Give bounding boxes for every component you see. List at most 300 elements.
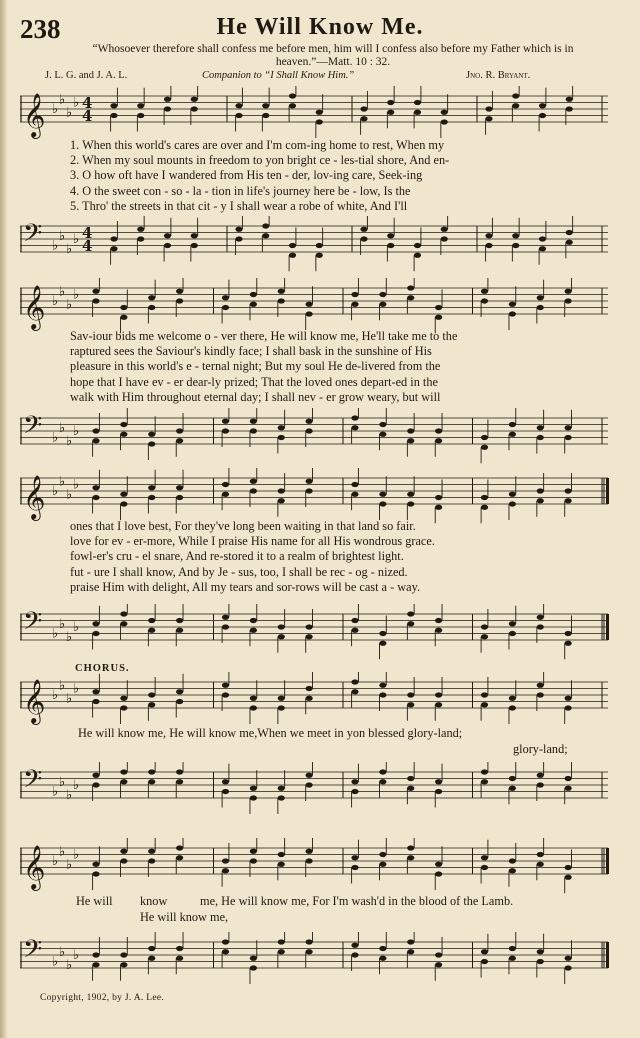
note-head xyxy=(512,233,519,238)
note-head xyxy=(306,634,313,639)
note-head xyxy=(250,849,257,854)
flat-icon: ♭ xyxy=(73,620,80,635)
note-head xyxy=(379,692,386,697)
note-head xyxy=(414,110,421,115)
note-head xyxy=(222,949,229,954)
flat-icon: ♭ xyxy=(66,433,73,449)
note-head xyxy=(360,236,367,241)
note-head xyxy=(278,949,285,954)
note-head xyxy=(565,965,572,970)
note-head xyxy=(316,119,323,124)
note-head xyxy=(176,946,183,951)
note-head xyxy=(360,227,367,232)
note-head xyxy=(222,305,229,310)
note-head xyxy=(379,501,386,506)
note-head xyxy=(278,624,285,629)
flat-icon: ♭ xyxy=(59,616,66,632)
note-head xyxy=(148,702,155,707)
flat-icon: ♭ xyxy=(59,944,66,960)
note-head xyxy=(120,705,127,710)
note-head xyxy=(250,858,257,863)
note-head xyxy=(509,946,516,951)
note-head xyxy=(407,845,414,850)
note-head xyxy=(351,689,358,694)
treble-staff-5 xyxy=(20,838,610,894)
note-head xyxy=(481,702,488,707)
note-head xyxy=(222,492,229,497)
note-head xyxy=(120,858,127,863)
note-head xyxy=(278,696,285,701)
note-head xyxy=(481,634,488,639)
note-head xyxy=(278,298,285,303)
note-head xyxy=(306,428,313,433)
chorus-line-2-b: know xyxy=(140,894,168,908)
flat-icon: ♭ xyxy=(52,688,59,703)
note-head xyxy=(191,97,198,102)
note-head xyxy=(278,488,285,493)
note-head xyxy=(222,939,229,944)
note-head xyxy=(407,702,414,707)
bass-clef-icon: 𝄢 xyxy=(23,765,43,800)
note-head xyxy=(92,485,99,490)
note-head xyxy=(176,618,183,623)
note-head xyxy=(278,498,285,503)
flat-icon: ♭ xyxy=(73,477,80,493)
note-head xyxy=(235,113,242,118)
note-head xyxy=(481,692,488,697)
note-head xyxy=(509,432,516,437)
note-head xyxy=(306,686,313,691)
note-head xyxy=(565,776,572,781)
note-head xyxy=(565,786,572,791)
note-head xyxy=(250,795,257,800)
note-head xyxy=(387,110,394,115)
note-head xyxy=(360,116,367,121)
note-head xyxy=(235,236,242,241)
note-head xyxy=(441,236,448,241)
note-head xyxy=(250,696,257,701)
hymn-title: He Will Know Me. xyxy=(216,14,424,40)
note-head xyxy=(509,631,516,636)
note-head xyxy=(537,862,544,867)
note-head xyxy=(509,858,516,863)
note-head xyxy=(191,243,198,248)
note-head xyxy=(250,302,257,307)
flat-icon: ♭ xyxy=(52,954,59,970)
flat-icon: ♭ xyxy=(73,948,80,963)
note-head xyxy=(435,628,442,633)
flat-icon: ♭ xyxy=(59,92,66,108)
note-head xyxy=(176,298,183,303)
note-head xyxy=(148,485,155,490)
note-head xyxy=(379,292,386,297)
note-head xyxy=(306,782,313,787)
note-head xyxy=(250,292,257,297)
note-head xyxy=(565,498,572,503)
note-head xyxy=(222,615,229,620)
note-head xyxy=(435,305,442,310)
note-head xyxy=(278,425,285,430)
note-head xyxy=(306,696,313,701)
note-head xyxy=(387,233,394,238)
note-head xyxy=(120,305,127,310)
note-head xyxy=(481,959,488,964)
note-head xyxy=(485,106,492,111)
note-head xyxy=(278,862,285,867)
note-head xyxy=(278,795,285,800)
bass-clef-icon: 𝄢 xyxy=(23,607,43,642)
treble-clef-icon: 𝄞 xyxy=(23,285,46,329)
note-head xyxy=(537,782,544,787)
note-head xyxy=(435,315,442,320)
note-head xyxy=(120,611,127,616)
staff-lines xyxy=(20,288,608,314)
note-head xyxy=(509,956,516,961)
note-head xyxy=(176,289,183,294)
note-head xyxy=(387,243,394,248)
note-head xyxy=(148,946,155,951)
note-head xyxy=(176,956,183,961)
note-head xyxy=(92,699,99,704)
chorus-line-2-c: me, He will know me, For I'm wash'd in the blood of the Lamb. xyxy=(200,894,514,908)
stanzas-part-3 xyxy=(70,519,580,595)
note-head xyxy=(537,295,544,300)
note-head xyxy=(407,939,414,944)
note-head xyxy=(481,495,488,500)
note-head xyxy=(435,692,442,697)
note-head xyxy=(351,952,358,957)
svg-text:4: 4 xyxy=(82,107,93,125)
note-head xyxy=(110,246,117,251)
note-head xyxy=(137,227,144,232)
note-head xyxy=(316,243,323,248)
note-head xyxy=(537,683,544,688)
flat-icon: ♭ xyxy=(52,102,59,117)
note-head xyxy=(407,692,414,697)
flat-icon: ♭ xyxy=(59,774,66,790)
note-head xyxy=(360,106,367,111)
bass-staff-2-svg xyxy=(20,408,610,464)
note-head xyxy=(306,302,313,307)
flat-icon: ♭ xyxy=(52,854,59,869)
note-head xyxy=(176,428,183,433)
note-head xyxy=(120,315,127,320)
note-head xyxy=(481,865,488,870)
note-head xyxy=(481,505,488,510)
note-head xyxy=(481,435,488,440)
bass-staff-5-svg xyxy=(20,932,610,988)
chorus-line-2-a: He will xyxy=(76,894,113,908)
note-head xyxy=(565,488,572,493)
note-head xyxy=(435,495,442,500)
note-head xyxy=(537,852,544,857)
stanza-line: praise Him with delight, All my tears and sor-rows will be cast a - way. xyxy=(70,579,421,594)
bass-staff-4 xyxy=(20,762,610,818)
note-head xyxy=(164,97,171,102)
note-head xyxy=(407,786,414,791)
note-head xyxy=(222,868,229,873)
bass-staff-1 xyxy=(20,216,610,272)
svg-text:4: 4 xyxy=(82,224,93,242)
note-head xyxy=(566,106,573,111)
note-head xyxy=(92,871,99,876)
note-head xyxy=(110,236,117,241)
flat-icon: ♭ xyxy=(73,778,80,793)
note-head xyxy=(250,628,257,633)
note-head xyxy=(351,425,358,430)
note-head xyxy=(120,849,127,854)
note-head xyxy=(278,939,285,944)
note-head xyxy=(137,236,144,241)
stanzas-part-2 xyxy=(70,329,580,405)
stanza-line: 3. O how oft have I wandered from His ten - der, lov-ing care, Seek-ing xyxy=(70,168,423,183)
note-head xyxy=(509,776,516,781)
bass-staff-4-svg xyxy=(20,762,610,818)
note-head xyxy=(537,305,544,310)
flat-icon: ♭ xyxy=(73,424,80,439)
note-head xyxy=(512,103,519,108)
stanza-line: 4. O the sweet con - so - la - tion in life's journey here be - low, Is the xyxy=(70,183,411,198)
note-head xyxy=(379,432,386,437)
flat-icon: ♭ xyxy=(73,287,80,303)
staff-lines xyxy=(20,772,608,798)
note-head xyxy=(351,865,358,870)
note-head xyxy=(565,875,572,880)
note-head xyxy=(120,492,127,497)
note-head xyxy=(509,786,516,791)
note-head xyxy=(566,230,573,235)
note-head xyxy=(509,705,516,710)
note-head xyxy=(565,865,572,870)
note-head xyxy=(481,949,488,954)
flat-icon: ♭ xyxy=(73,681,80,697)
note-head xyxy=(509,422,516,427)
treble-clef-icon: 𝄞 xyxy=(23,475,46,519)
note-head xyxy=(306,624,313,629)
stanza-line: Sav-iour bids me welcome o - ver there, He will know me, He'll take me to the xyxy=(70,329,458,343)
bass-clef-icon: 𝄢 xyxy=(23,219,43,254)
note-head xyxy=(110,103,117,108)
note-head xyxy=(262,233,269,238)
note-head xyxy=(379,683,386,688)
flat-icon: ♭ xyxy=(73,847,80,863)
note-head xyxy=(379,422,386,427)
staff-lines xyxy=(20,226,608,252)
svg-text:4: 4 xyxy=(82,94,93,112)
note-head xyxy=(351,302,358,307)
chorus-line-1: He will know me, He will know me,When we meet in yon blessed glory-land; xyxy=(78,726,463,740)
note-head xyxy=(351,415,358,420)
staff-lines xyxy=(20,418,608,444)
stanza-line: 5. Thro' the streets in that cit - y I shall wear a robe of white, And I'll xyxy=(70,198,408,213)
note-head xyxy=(120,621,127,626)
treble-staff-1 xyxy=(20,86,610,142)
note-head xyxy=(407,776,414,781)
note-head xyxy=(148,769,155,774)
note-head xyxy=(278,852,285,857)
note-head xyxy=(148,295,155,300)
staff-lines xyxy=(20,478,608,504)
note-head xyxy=(537,498,544,503)
note-head xyxy=(414,243,421,248)
note-head xyxy=(414,253,421,258)
note-head xyxy=(379,302,386,307)
note-head xyxy=(250,419,257,424)
flat-icon: ♭ xyxy=(59,678,66,694)
note-head xyxy=(120,779,127,784)
bass-staff-5 xyxy=(20,932,610,988)
note-head xyxy=(306,849,313,854)
note-head xyxy=(120,769,127,774)
note-head xyxy=(222,692,229,697)
note-head xyxy=(148,441,155,446)
chorus-line-1-echo: glory-land; xyxy=(513,742,568,756)
note-head xyxy=(481,445,488,450)
note-head xyxy=(351,779,358,784)
note-head xyxy=(435,438,442,443)
note-head xyxy=(176,495,183,500)
note-head xyxy=(250,488,257,493)
flat-icon: ♭ xyxy=(52,430,59,446)
note-head xyxy=(92,782,99,787)
note-head xyxy=(289,253,296,258)
note-head xyxy=(435,962,442,967)
note-head xyxy=(379,641,386,646)
staff-lines xyxy=(20,682,608,708)
note-head xyxy=(250,428,257,433)
note-head xyxy=(565,696,572,701)
note-head xyxy=(137,103,144,108)
note-head xyxy=(379,862,386,867)
note-head xyxy=(565,641,572,646)
companion-note: Companion to “I Shall Know Him.” xyxy=(202,70,355,81)
stanza-line: raptured sees the Saviour's kindly face; I shall bask in the sunshine of His xyxy=(70,344,432,359)
note-head xyxy=(148,779,155,784)
note-head xyxy=(509,311,516,316)
note-head xyxy=(407,438,414,443)
note-head xyxy=(250,786,257,791)
note-head xyxy=(92,495,99,500)
note-head xyxy=(92,428,99,433)
note-head xyxy=(92,773,99,778)
bass-staff-1-svg xyxy=(20,216,610,272)
note-head xyxy=(306,939,313,944)
note-head xyxy=(537,615,544,620)
note-head xyxy=(435,618,442,623)
note-head xyxy=(148,618,155,623)
note-head xyxy=(407,611,414,616)
note-head xyxy=(351,492,358,497)
note-head xyxy=(509,501,516,506)
note-head xyxy=(250,705,257,710)
note-head xyxy=(565,631,572,636)
note-head xyxy=(379,779,386,784)
note-head xyxy=(222,428,229,433)
note-head xyxy=(120,501,127,506)
treble-clef-icon: 𝄞 xyxy=(23,845,46,889)
note-head xyxy=(537,959,544,964)
note-head xyxy=(262,113,269,118)
treble-staff-1-svg xyxy=(20,86,610,142)
note-head xyxy=(537,773,544,778)
note-head xyxy=(148,305,155,310)
note-head xyxy=(351,292,358,297)
note-head xyxy=(250,965,257,970)
stanza-line: ones that I love best, For they've long been waiting in that land so fair. xyxy=(70,519,416,533)
note-head xyxy=(148,858,155,863)
note-head xyxy=(485,233,492,238)
stanza-line: pleasure in this world's e - ternal night; But my soul He de-livered from the xyxy=(70,359,441,374)
note-head xyxy=(92,689,99,694)
flat-icon: ♭ xyxy=(66,691,73,707)
note-head xyxy=(407,295,414,300)
note-head xyxy=(92,438,99,443)
note-head xyxy=(407,855,414,860)
note-head xyxy=(92,862,99,867)
flat-icon: ♭ xyxy=(52,484,59,499)
note-head xyxy=(509,302,516,307)
stanzas-part-1 xyxy=(70,138,580,214)
note-head xyxy=(435,779,442,784)
note-head xyxy=(512,93,519,98)
note-head xyxy=(387,100,394,105)
note-head xyxy=(565,956,572,961)
note-head xyxy=(306,949,313,954)
note-head xyxy=(441,110,448,115)
note-head xyxy=(509,868,516,873)
treble-staff-5-svg xyxy=(20,838,610,894)
page-spine-shadow xyxy=(0,0,7,1038)
note-head xyxy=(306,311,313,316)
note-head xyxy=(435,505,442,510)
note-head xyxy=(110,113,117,118)
note-head xyxy=(441,119,448,124)
note-head xyxy=(351,482,358,487)
note-head xyxy=(537,425,544,430)
stanza-line: fut - ure I shall know, And by Je - sus, too, I shall be rec - og - nized. xyxy=(70,564,408,579)
note-head xyxy=(435,871,442,876)
flat-icon: ♭ xyxy=(66,241,73,257)
note-head xyxy=(306,488,313,493)
flat-icon: ♭ xyxy=(59,228,66,244)
note-head xyxy=(92,289,99,294)
flat-icon: ♭ xyxy=(66,957,73,973)
flat-icon: ♭ xyxy=(52,626,59,642)
note-head xyxy=(537,949,544,954)
note-head xyxy=(222,419,229,424)
note-head xyxy=(92,298,99,303)
treble-staff-4 xyxy=(20,672,610,728)
note-head xyxy=(176,845,183,850)
note-head xyxy=(407,621,414,626)
note-head xyxy=(262,223,269,228)
treble-staff-2-svg xyxy=(20,278,610,334)
note-head xyxy=(222,789,229,794)
note-head xyxy=(379,956,386,961)
note-head xyxy=(379,946,386,951)
bass-clef-icon: 𝄢 xyxy=(23,935,43,970)
note-head xyxy=(379,631,386,636)
note-head xyxy=(250,618,257,623)
note-head xyxy=(566,97,573,102)
note-head xyxy=(566,240,573,245)
treble-staff-3 xyxy=(20,468,610,524)
stanza-line: 1. When this world's cares are over and I'm com-ing home to rest, When my xyxy=(70,138,445,152)
note-head xyxy=(306,773,313,778)
note-head xyxy=(120,952,127,957)
note-head xyxy=(222,624,229,629)
note-head xyxy=(435,702,442,707)
